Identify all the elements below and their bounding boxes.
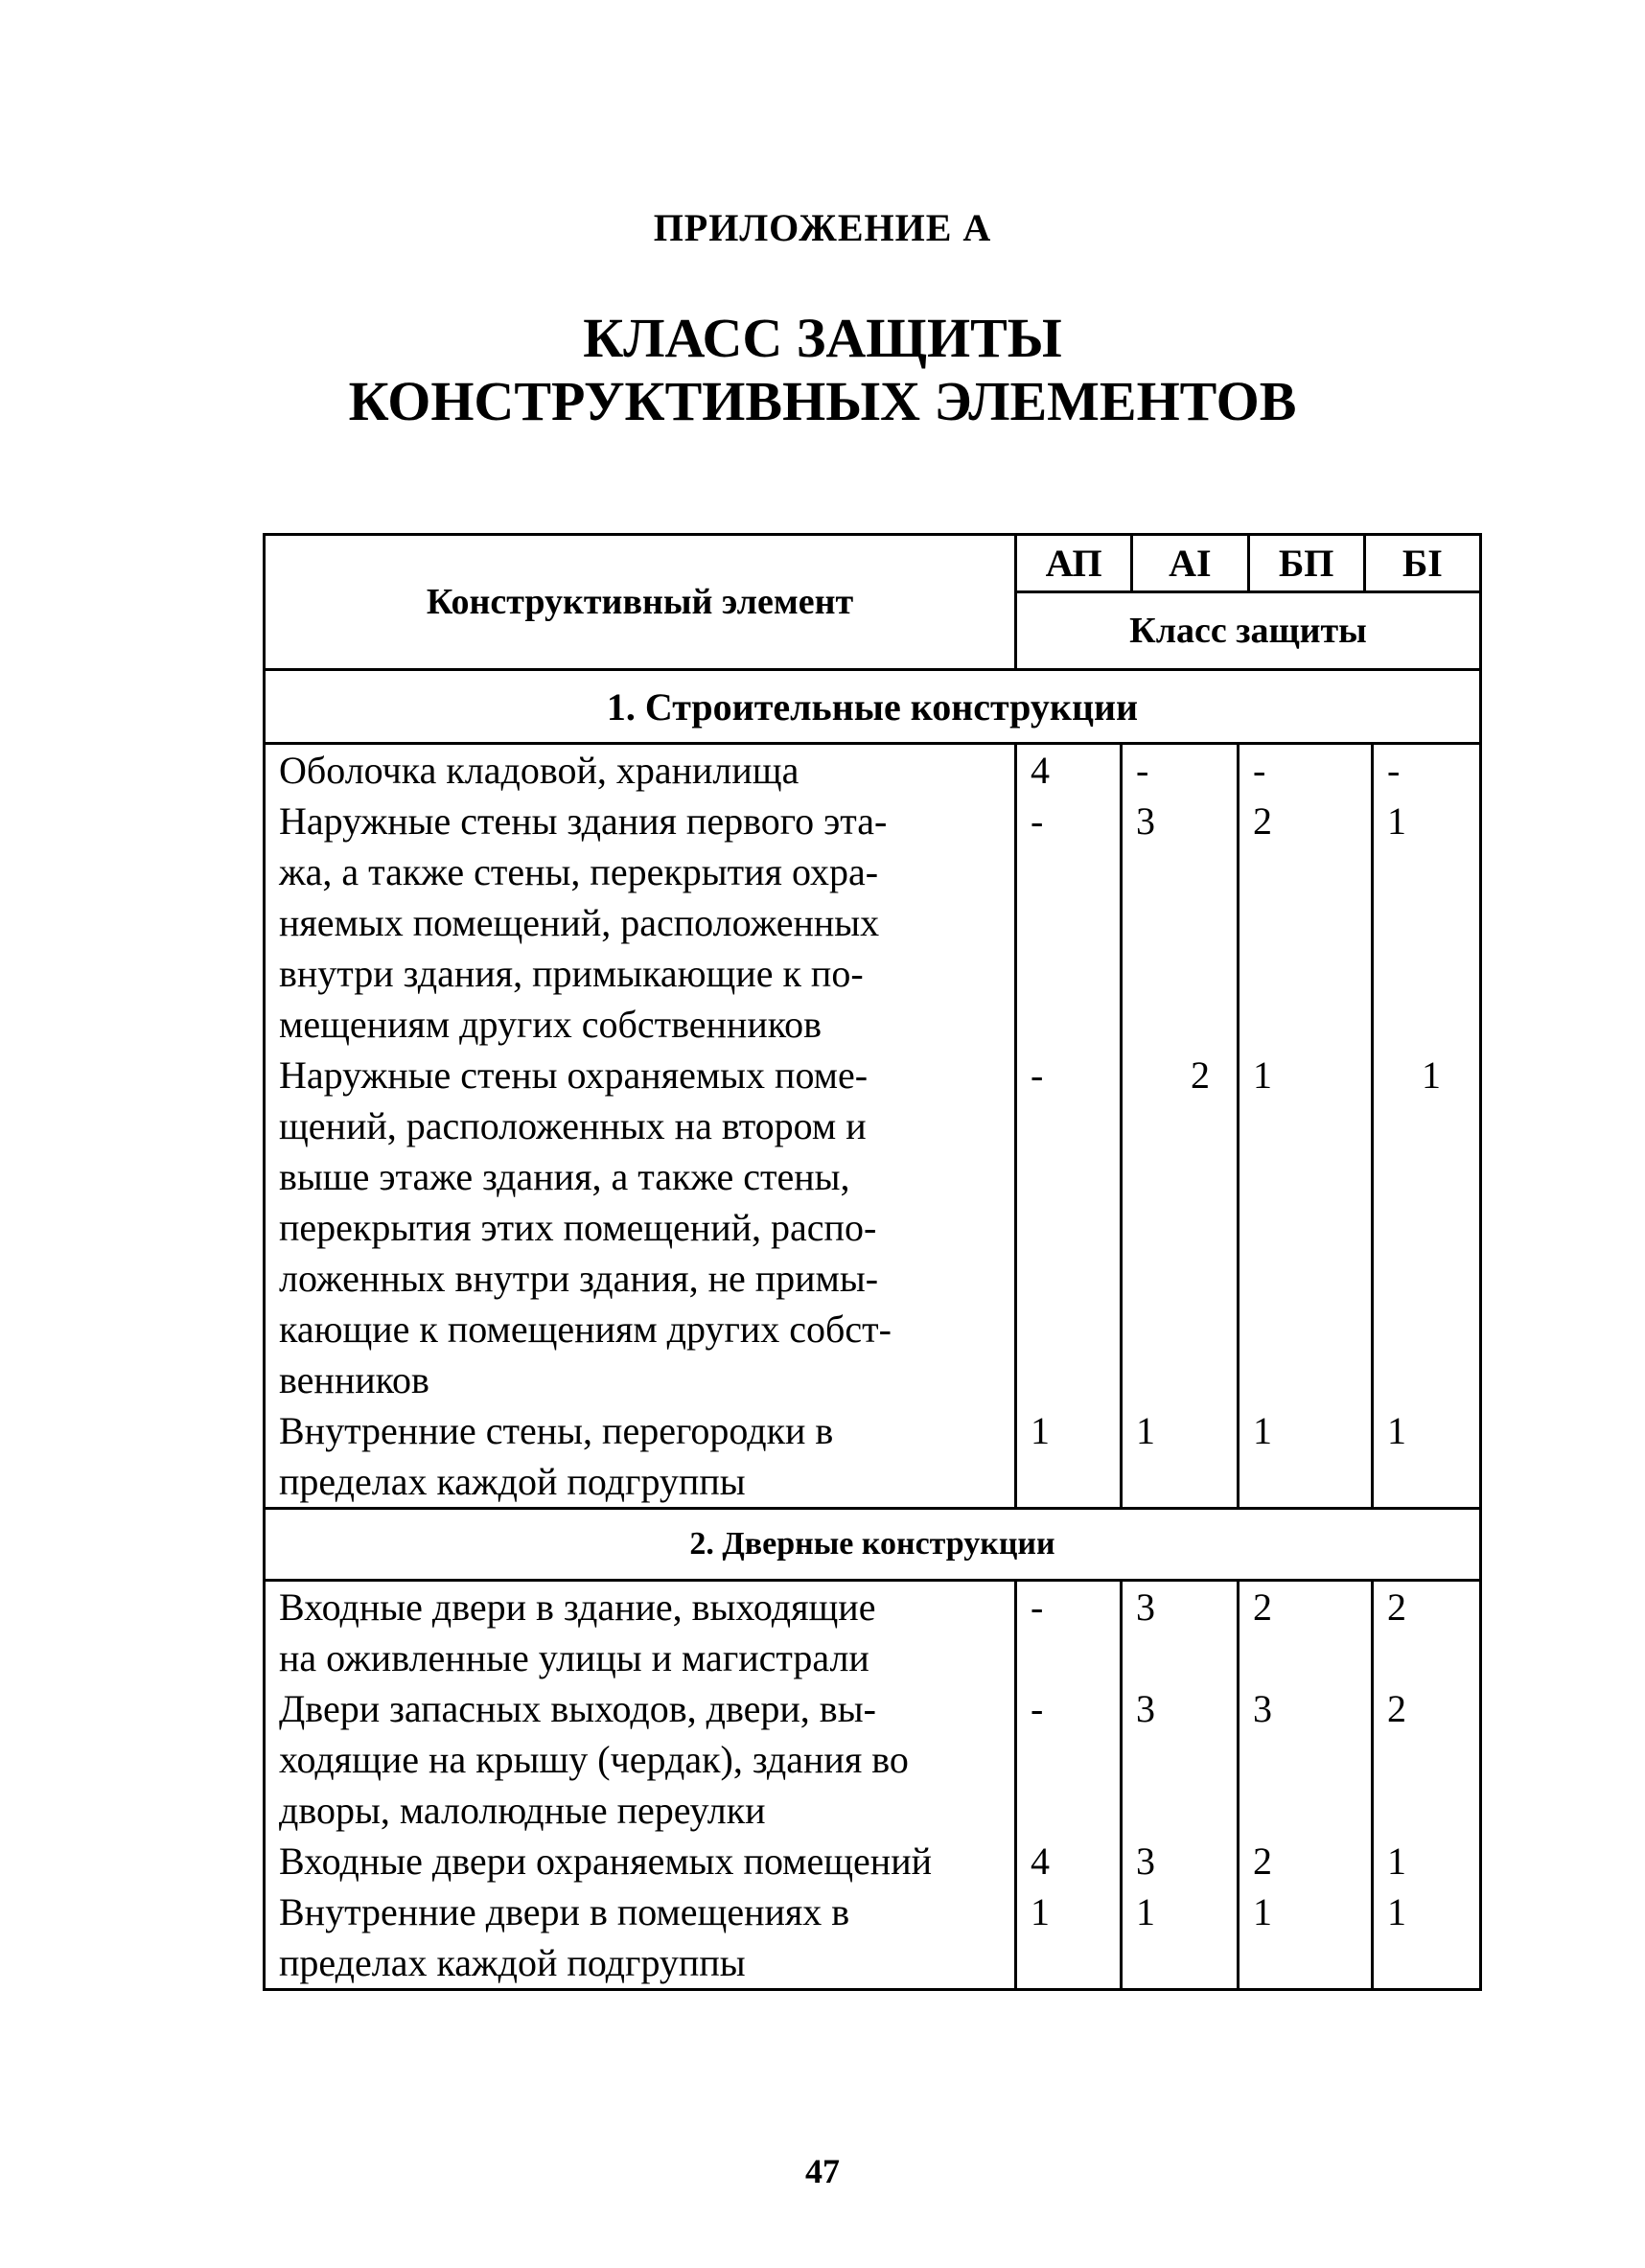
element-text-line: няемых помещений, расположенных — [279, 901, 880, 944]
element-text-line: выше этаже здания, а также стены, — [279, 1155, 850, 1198]
element-text-line: Наружные стены охраняемых поме- — [279, 1053, 869, 1097]
title-line: КЛАСС ЗАЩИТЫ — [583, 307, 1062, 369]
element-text-line: внутри здания, примыкающие к по- — [279, 952, 864, 995]
class-value-cell: - — [1123, 745, 1240, 796]
class-value-cell: 1 — [1240, 1050, 1374, 1405]
table-row — [266, 1582, 1479, 1683]
appendix-heading: ПРИЛОЖЕНИЕ А — [653, 206, 992, 249]
element-text-line: Входные двери в здание, выходящие — [279, 1585, 876, 1629]
protection-class-table — [263, 533, 1482, 1991]
element-cell — [266, 1405, 1017, 1507]
class-value-cell: 1 — [1387, 799, 1406, 843]
element-text-line: Наружные стены здания первого эта- — [279, 799, 888, 843]
table-row — [266, 1836, 1479, 1886]
element-text-line: перекрытия этих помещений, распо- — [279, 1206, 877, 1249]
element-text-line: Оболочка кладовой, хранилища — [279, 749, 799, 792]
section-title: 2. Дверные конструкции — [266, 1507, 1479, 1582]
element-text-line: жа, а также стены, перекрытия охра- — [279, 850, 879, 893]
class-value-cell: 2 — [1387, 1585, 1406, 1629]
class-value-cell: 4 — [1017, 1836, 1123, 1886]
element-cell — [266, 1683, 1017, 1836]
element-text-line: Внутренние стены, перегородки в — [279, 1409, 834, 1452]
class-value-cell: 1 — [1387, 1840, 1406, 1883]
section-rows — [266, 745, 1479, 1507]
table-row — [266, 796, 1479, 1050]
class-value-cell: 1 — [1422, 1053, 1441, 1097]
class-value-cell: 1 — [1123, 1886, 1240, 1988]
element-text-line: Двери запасных выходов, двери, вы- — [279, 1687, 876, 1730]
element-cell — [266, 1582, 1017, 1683]
element-cell — [266, 1050, 1017, 1405]
class-value-cell: 4 — [1017, 745, 1123, 796]
table-row — [266, 1050, 1479, 1405]
class-value-cell: 1 — [1123, 1405, 1240, 1507]
class-value-cell: 2 — [1240, 796, 1374, 1050]
class-value-cell: 2 — [1387, 1687, 1406, 1730]
class-value-cell: 2 — [1123, 1050, 1240, 1405]
class-value-cell: - — [1017, 1582, 1123, 1683]
class-code-ap: АП — [1017, 536, 1133, 590]
element-text-line: Входные двери охраняемых помещений — [279, 1840, 933, 1883]
element-text-line: на оживленные улицы и магистрали — [279, 1636, 869, 1679]
element-text-line: щений, расположенных на втором и — [279, 1104, 867, 1147]
class-value-cell: 3 — [1123, 1683, 1240, 1836]
table-row — [266, 1886, 1479, 1988]
class-value-cell: 1 — [1240, 1405, 1374, 1507]
class-value-cell: 1 — [1017, 1886, 1123, 1988]
element-text-line: кающие к помещениям других собст- — [279, 1308, 892, 1351]
class-header-group — [1017, 536, 1479, 668]
element-cell — [266, 1836, 1017, 1886]
element-cell — [266, 745, 1017, 796]
section-title: 1. Строительные конструкции — [266, 671, 1479, 745]
page-number: 47 — [805, 2152, 840, 2190]
class-value-cell: - — [1017, 796, 1123, 1050]
element-text-line: ложенных внутри здания, не примы- — [279, 1257, 879, 1300]
section-rows — [266, 1582, 1479, 1988]
class-value-cell: 1 — [1387, 1890, 1406, 1933]
element-text-line: ходящие на крышу (чердак), здания во — [279, 1738, 909, 1781]
table-row — [266, 745, 1479, 796]
element-text-line: пределах каждой подгруппы — [279, 1460, 746, 1503]
class-code-bp: БП — [1250, 536, 1366, 590]
element-text-line: венников — [279, 1358, 429, 1401]
element-text-line: пределах каждой подгруппы — [279, 1941, 746, 1984]
class-value-cell: 3 — [1123, 796, 1240, 1050]
table-row — [266, 1405, 1479, 1507]
class-value-cell: 1 — [1240, 1886, 1374, 1988]
class-value-cell: - — [1387, 749, 1401, 792]
class-value-cell: - — [1240, 745, 1374, 796]
class-value-cell: 3 — [1240, 1683, 1374, 1836]
table-row — [266, 1683, 1479, 1836]
table-header — [266, 536, 1479, 671]
element-cell — [266, 1886, 1017, 1988]
page-title — [0, 307, 1645, 433]
class-value-cell: 1 — [1017, 1405, 1123, 1507]
class-value-cell: 1 — [1387, 1409, 1406, 1452]
class-value-cell: 3 — [1123, 1836, 1240, 1886]
class-code-row — [1017, 536, 1479, 593]
class-value-cell: 2 — [1240, 1836, 1374, 1886]
class-value-cell: 2 — [1240, 1582, 1374, 1683]
element-text-line: мещениям других собственников — [279, 1003, 822, 1046]
class-value-cell: 3 — [1123, 1582, 1240, 1683]
class-value-cell: - — [1017, 1050, 1123, 1405]
element-text-line: дворы, малолюдные переулки — [279, 1789, 766, 1832]
element-cell — [266, 796, 1017, 1050]
class-code-bi: БI — [1402, 542, 1443, 585]
class-code-ai: АI — [1133, 536, 1249, 590]
element-column-header: Конструктивный элемент — [266, 536, 1017, 668]
class-value-cell: - — [1017, 1683, 1123, 1836]
title-line: КОНСТРУКТИВНЫХ ЭЛЕМЕНТОВ — [348, 370, 1297, 432]
protection-class-header: Класс защиты — [1129, 611, 1367, 651]
element-text-line: Внутренние двери в помещениях в — [279, 1890, 850, 1933]
